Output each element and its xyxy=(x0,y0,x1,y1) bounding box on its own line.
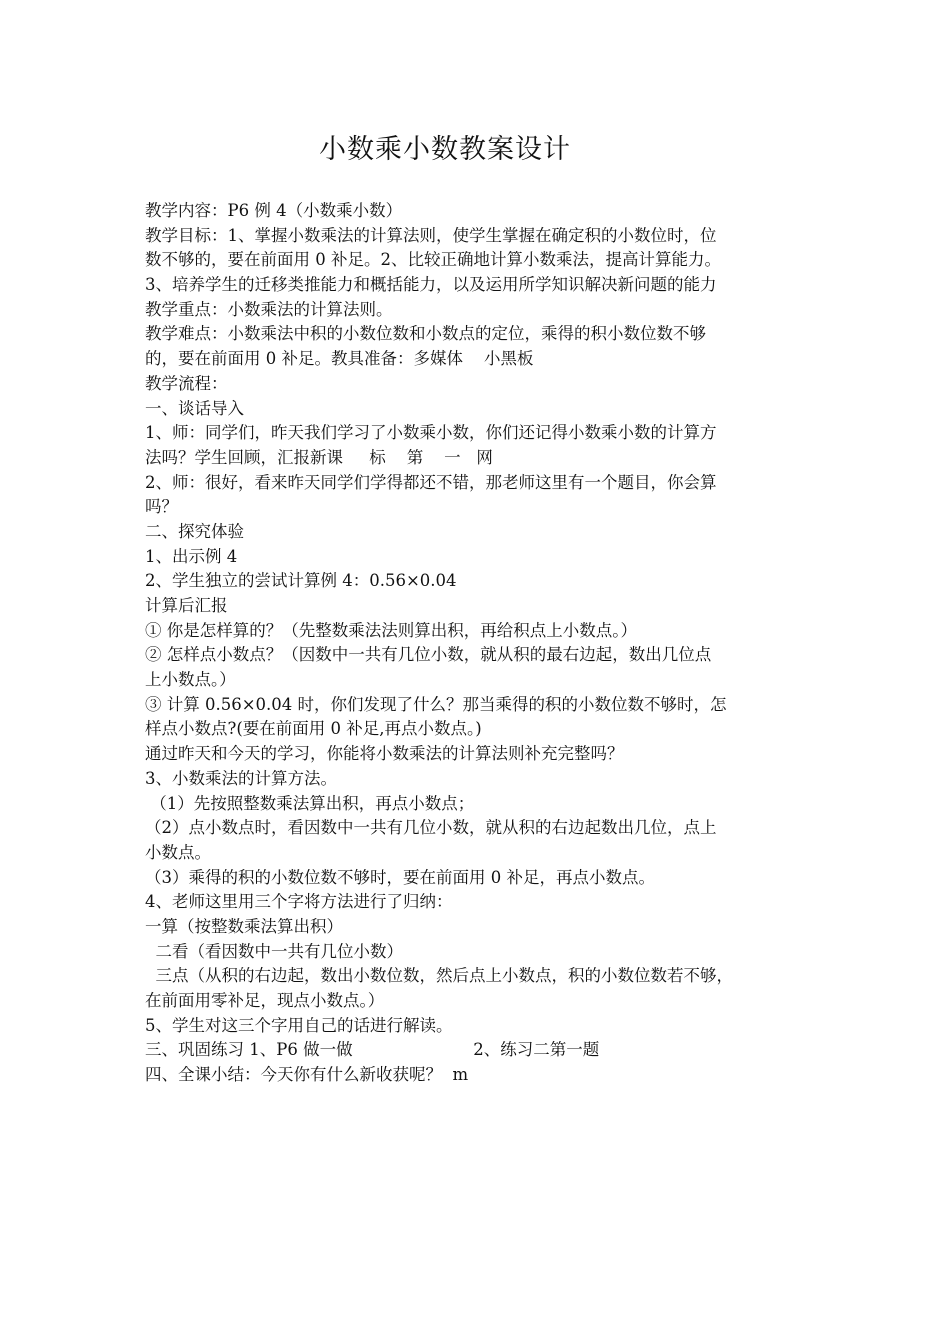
body-line: 在前面用零补足，现点小数点。） xyxy=(145,991,385,1010)
body-line: 3、培养学生的迁移类推能力和概括能力，以及运用所学知识解决新问题的能力 xyxy=(145,275,717,295)
body-line: 教学内容：P6 例 4（小数乘小数） xyxy=(145,201,403,220)
body-line: ② 怎样点小数点？（因数中一共有几位小数，就从积的最右边起，数出几位点 xyxy=(145,645,712,665)
body-line: 1、出示例 4 xyxy=(145,546,238,566)
body-line: 三点（从积的右边起，数出小数位数，然后点上小数点，积的小数位数若不够， xyxy=(145,966,733,986)
body-line: ① 你是怎样算的？（先整数乘法法则算出积，再给积点上小数点。） xyxy=(145,620,637,640)
body-line: 教学目标：1、掌握小数乘法的计算法则，使学生掌握在确定积的小数位时，位 xyxy=(145,225,717,245)
body-line: 教学流程： xyxy=(145,373,228,393)
body-line: （2）点小数点时，看因数中一共有几位小数，就从积的右边起数出几位，点上 xyxy=(145,818,717,838)
body-line: 通过昨天和今天的学习，你能将小数乘法的计算法则补充完整吗？ xyxy=(145,744,624,764)
body-line: 二、探究体验 xyxy=(145,521,244,541)
body-line: 上小数点。） xyxy=(145,670,236,690)
body-line: 3、小数乘法的计算方法。 xyxy=(145,768,337,788)
body-line: 4、老师这里用三个字将方法进行了归纳： xyxy=(145,892,453,912)
document-title: 小数乘小数教案设计 xyxy=(319,134,571,165)
body-line: 样点小数点?(要在前面用 0 补足,再点小数点。) xyxy=(145,719,482,739)
body-line: 教学重点：小数乘法的计算法则。 xyxy=(145,299,393,319)
body-line: 的，要在前面用 0 补足。教具准备：多媒体 小黑板 xyxy=(145,349,534,369)
body-line: 法吗？学生回顾，汇报新课 标 第 一 网 xyxy=(145,447,493,467)
body-line: 吗？ xyxy=(145,497,178,517)
body-line: （1）先按照整数乘法算出积，再点小数点； xyxy=(145,793,475,813)
body-line: 一、谈话导入 xyxy=(145,398,244,418)
body-line: （3）乘得的积的小数位数不够时，要在前面用 0 补足，再点小数点。 xyxy=(145,867,655,887)
body-line: 三、巩固练习 1、P6 做一做 2、练习二第一题 xyxy=(145,1040,600,1060)
body-line: 计算后汇报 xyxy=(145,596,228,615)
body-line: 教学难点：小数乘法中积的小数位数和小数点的定位，乘得的积小数位数不够 xyxy=(145,324,706,344)
document-body xyxy=(145,199,825,1088)
body-line: ③ 计算 0.56×0.04 时，你们发现了什么？那当乘得的积的小数位数不够时，怎 xyxy=(145,694,727,714)
body-line: 二看（看因数中一共有几位小数） xyxy=(145,941,403,961)
body-line: 数不够的，要在前面用 0 补足。2、比较正确地计算小数乘法，提高计算能力。 xyxy=(145,250,721,270)
body-line: 5、学生对这三个字用自己的话进行解读。 xyxy=(145,1015,453,1035)
body-line: 小数点。 xyxy=(145,842,211,862)
body-line: 2、学生独立的尝试计算例 4：0.56×0.04 xyxy=(145,571,457,591)
body-line: 一算（按整数乘法算出积） xyxy=(145,916,343,936)
body-line: 2、师：很好，看来昨天同学们学得都还不错，那老师这里有一个题目，你会算 xyxy=(145,472,717,492)
body-line: 1、师：同学们，昨天我们学习了小数乘小数，你们还记得小数乘小数的计算方 xyxy=(145,423,717,443)
body-line: 四、全课小结：今天你有什么新收获呢？ m xyxy=(145,1065,469,1085)
